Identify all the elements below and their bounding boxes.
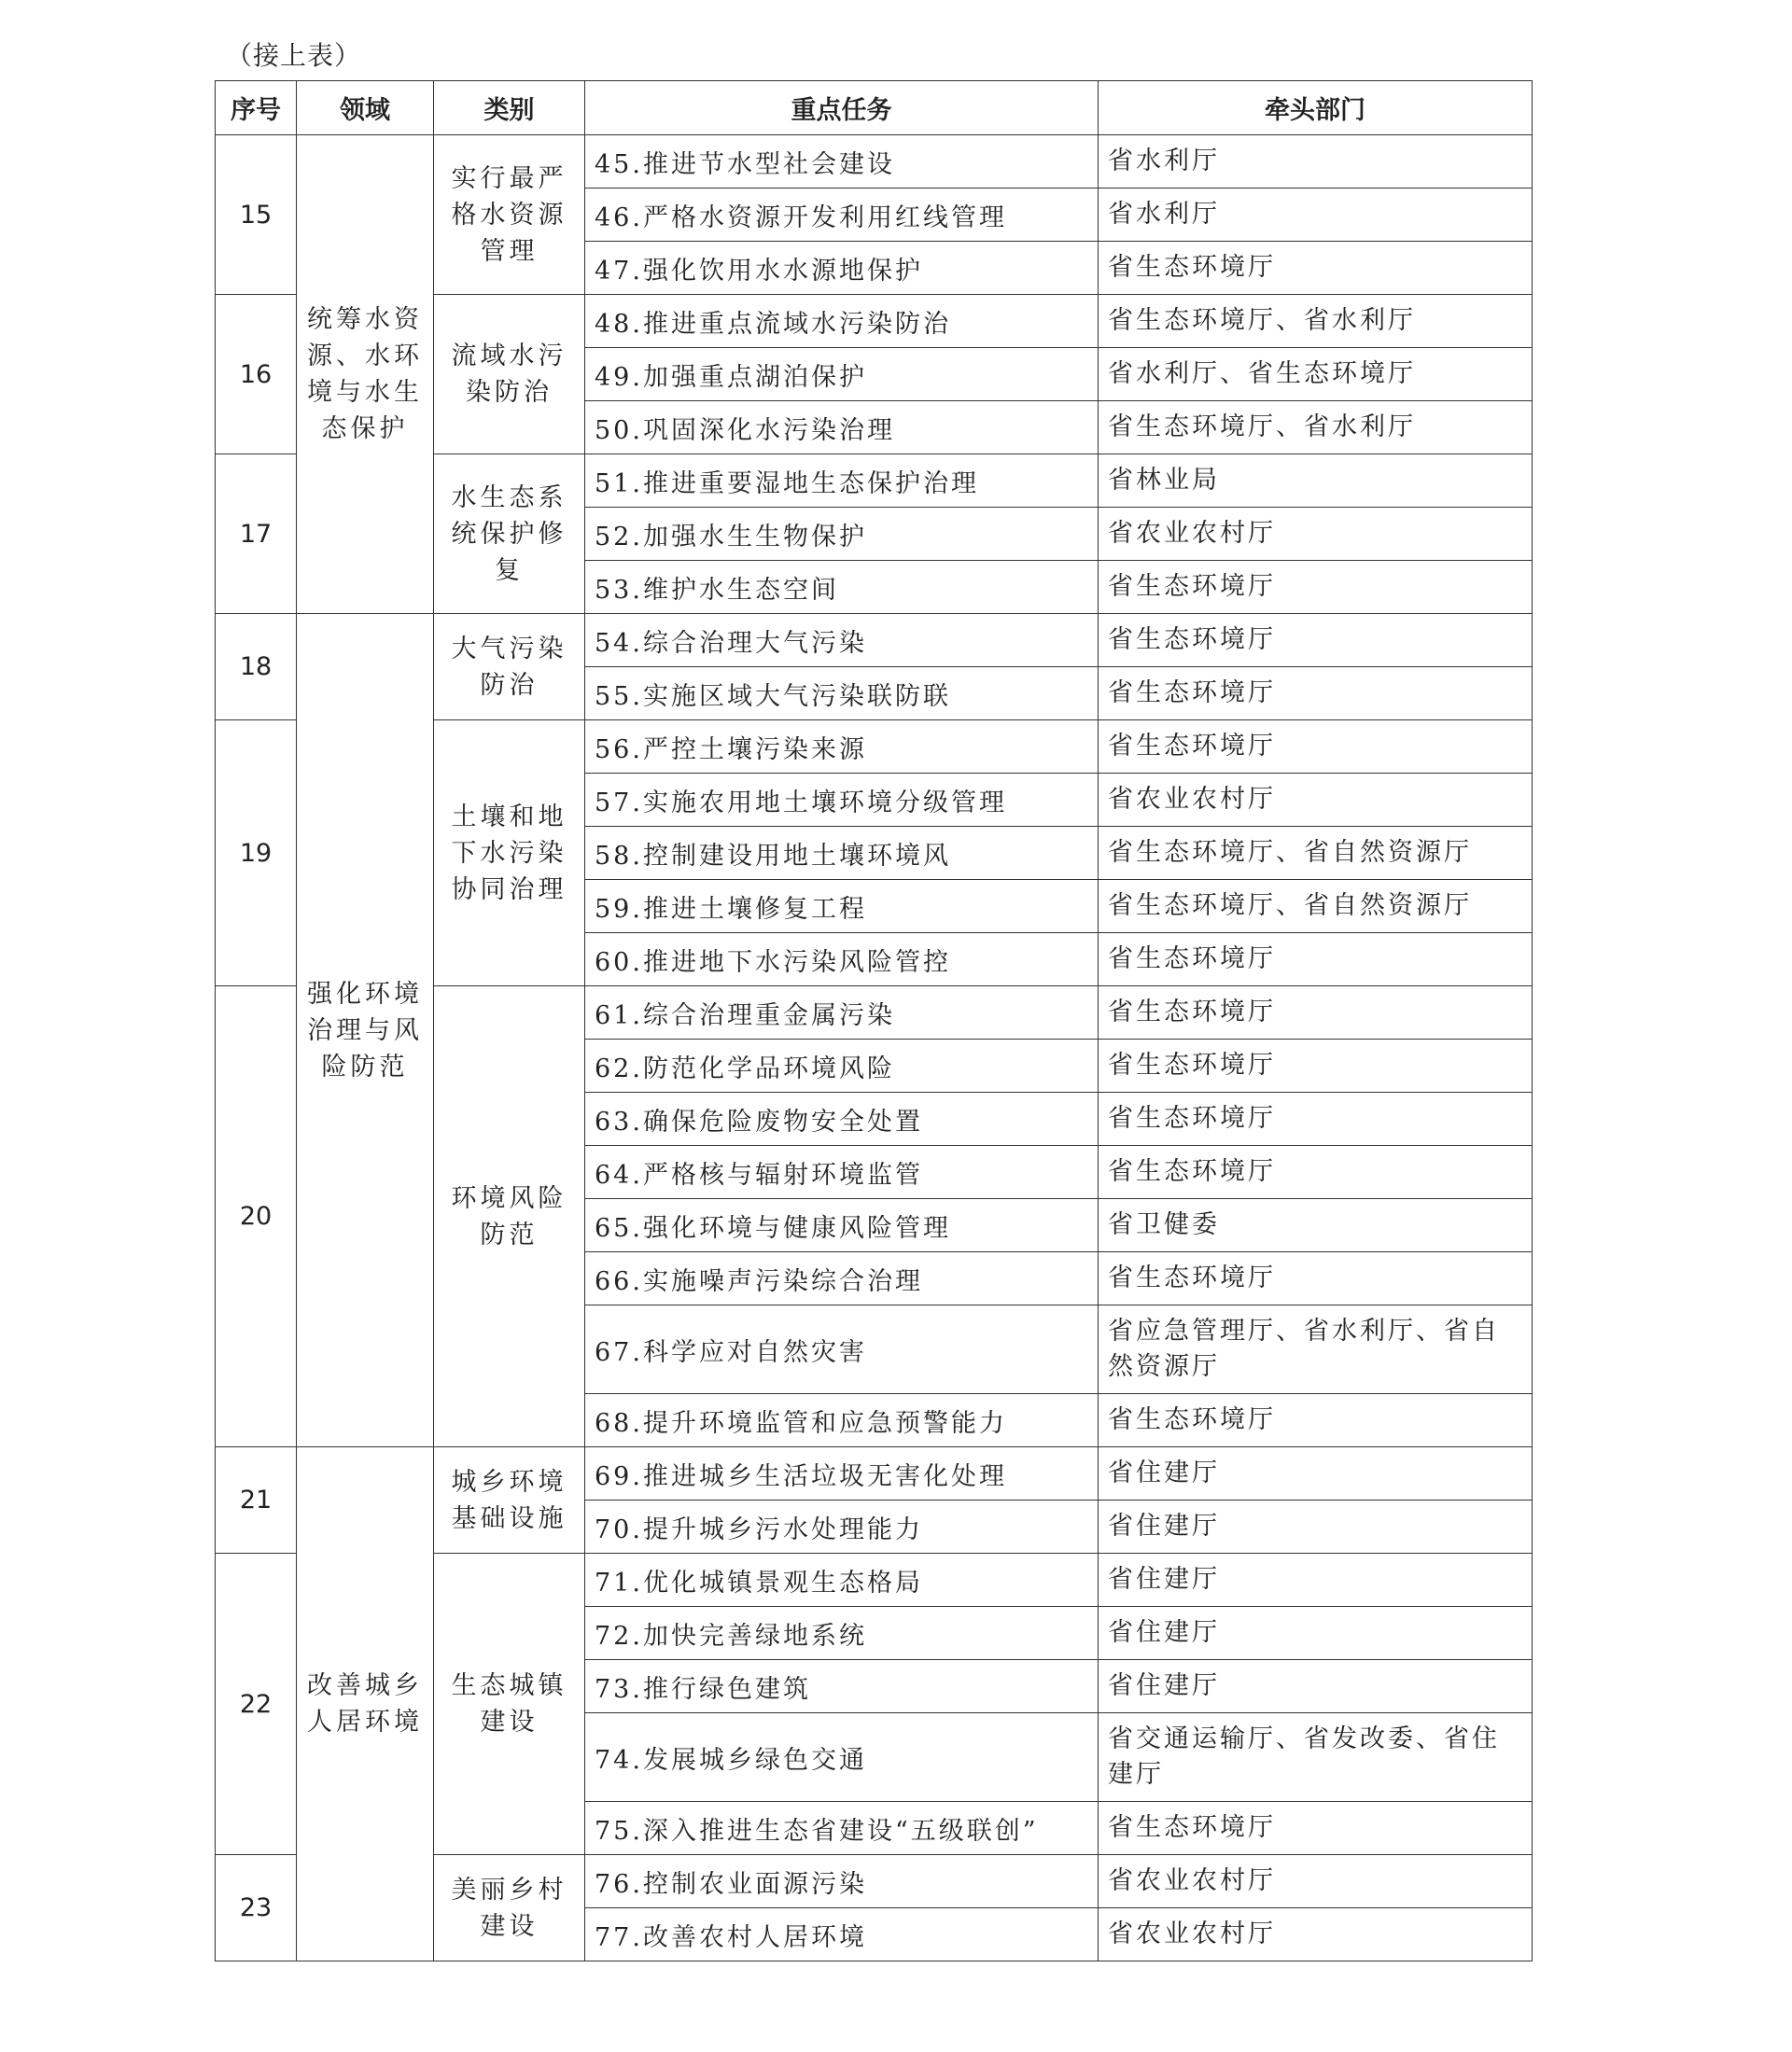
dept-cell: 省应急管理厅、省水利厅、省自然资源厅: [1099, 1305, 1533, 1394]
task-cell: 74.发展城乡绿色交通: [585, 1713, 1099, 1802]
task-cell: 62.防范化学品环境风险: [585, 1040, 1099, 1093]
group-number: 17: [216, 454, 297, 614]
task-cell: 58.控制建设用地土壤环境风: [585, 827, 1099, 880]
category-cell: 水生态系统保护修复: [434, 454, 585, 614]
dept-cell: 省农业农村厅: [1099, 508, 1533, 561]
dept-cell: 省水利厅: [1099, 135, 1533, 188]
task-cell: 61.综合治理重金属污染: [585, 986, 1099, 1040]
dept-cell: 省水利厅: [1099, 188, 1533, 242]
field-cell: 改善城乡人居环境: [297, 1447, 434, 1961]
category-cell: 美丽乡村建设: [434, 1855, 585, 1961]
task-cell: 77.改善农村人居环境: [585, 1908, 1099, 1961]
dept-cell: 省水利厅、省生态环境厅: [1099, 348, 1533, 401]
dept-cell: 省林业局: [1099, 454, 1533, 508]
dept-cell: 省农业农村厅: [1099, 1855, 1533, 1908]
field-cell: 统筹水资源、水环境与水生态保护: [297, 135, 434, 614]
dept-cell: 省生态环境厅: [1099, 561, 1533, 614]
group-number: 19: [216, 720, 297, 986]
dept-cell: 省生态环境厅: [1099, 1802, 1533, 1855]
dept-cell: 省生态环境厅: [1099, 1394, 1533, 1447]
dept-cell: 省住建厅: [1099, 1660, 1533, 1713]
group-number: 21: [216, 1447, 297, 1554]
task-table: [215, 80, 1533, 1961]
table-caption: （接上表）: [226, 40, 362, 71]
task-cell: 76.控制农业面源污染: [585, 1855, 1099, 1908]
dept-cell: 省生态环境厅: [1099, 933, 1533, 986]
task-cell: 73.推行绿色建筑: [585, 1660, 1099, 1713]
dept-cell: 省交通运输厅、省发改委、省住建厅: [1099, 1713, 1533, 1802]
header-dept: 牵头部门: [1099, 81, 1533, 135]
task-cell: 59.推进土壤修复工程: [585, 880, 1099, 933]
task-cell: 71.优化城镇景观生态格局: [585, 1554, 1099, 1607]
header-row: [216, 81, 1533, 135]
dept-cell: 省农业农村厅: [1099, 774, 1533, 827]
task-cell: 45.推进节水型社会建设: [585, 135, 1099, 188]
category-cell: 土壤和地下水污染协同治理: [434, 720, 585, 986]
dept-cell: 省生态环境厅、省自然资源厅: [1099, 827, 1533, 880]
task-cell: 63.确保危险废物安全处置: [585, 1093, 1099, 1146]
dept-cell: 省住建厅: [1099, 1501, 1533, 1554]
category-cell: 大气污染防治: [434, 614, 585, 720]
dept-cell: 省生态环境厅、省自然资源厅: [1099, 880, 1533, 933]
category-cell: 环境风险防范: [434, 986, 585, 1447]
task-cell: 53.维护水生态空间: [585, 561, 1099, 614]
group-number: 16: [216, 295, 297, 454]
task-cell: 60.推进地下水污染风险管控: [585, 933, 1099, 986]
header-task: 重点任务: [585, 81, 1099, 135]
task-cell: 66.实施噪声污染综合治理: [585, 1252, 1099, 1305]
group-number: 20: [216, 986, 297, 1447]
task-cell: 70.提升城乡污水处理能力: [585, 1501, 1099, 1554]
header-category: 类别: [434, 81, 585, 135]
category-cell: 城乡环境基础设施: [434, 1447, 585, 1554]
task-cell: 69.推进城乡生活垃圾无害化处理: [585, 1447, 1099, 1501]
dept-cell: 省住建厅: [1099, 1607, 1533, 1660]
dept-cell: 省生态环境厅: [1099, 1146, 1533, 1199]
dept-cell: 省生态环境厅: [1099, 667, 1533, 720]
dept-cell: 省农业农村厅: [1099, 1908, 1533, 1961]
category-cell: 生态城镇建设: [434, 1554, 585, 1855]
task-cell: 65.强化环境与健康风险管理: [585, 1199, 1099, 1252]
dept-cell: 省住建厅: [1099, 1554, 1533, 1607]
group-number: 22: [216, 1554, 297, 1855]
field-cell: 强化环境治理与风险防范: [297, 614, 434, 1447]
task-cell: 52.加强水生生物保护: [585, 508, 1099, 561]
header-field: 领域: [297, 81, 434, 135]
task-cell: 55.实施区域大气污染联防联: [585, 667, 1099, 720]
group-number: 15: [216, 135, 297, 295]
dept-cell: 省生态环境厅: [1099, 614, 1533, 667]
task-cell: 67.科学应对自然灾害: [585, 1305, 1099, 1394]
category-cell: 流域水污染防治: [434, 295, 585, 454]
group-number: 18: [216, 614, 297, 720]
task-cell: 47.强化饮用水水源地保护: [585, 242, 1099, 295]
task-cell: 56.严控土壤污染来源: [585, 720, 1099, 774]
header-num: 序号: [216, 81, 297, 135]
dept-cell: 省住建厅: [1099, 1447, 1533, 1501]
dept-cell: 省生态环境厅: [1099, 1252, 1533, 1305]
task-cell: 72.加快完善绿地系统: [585, 1607, 1099, 1660]
task-cell: 75.深入推进生态省建设“五级联创”: [585, 1802, 1099, 1855]
category-cell: 实行最严格水资源管理: [434, 135, 585, 295]
task-cell: 54.综合治理大气污染: [585, 614, 1099, 667]
dept-cell: 省生态环境厅: [1099, 242, 1533, 295]
task-cell: 50.巩固深化水污染治理: [585, 401, 1099, 454]
group-number: 23: [216, 1855, 297, 1961]
task-cell: 57.实施农用地土壤环境分级管理: [585, 774, 1099, 827]
dept-cell: 省生态环境厅: [1099, 986, 1533, 1040]
dept-cell: 省生态环境厅、省水利厅: [1099, 295, 1533, 348]
task-cell: 64.严格核与辐射环境监管: [585, 1146, 1099, 1199]
dept-cell: 省生态环境厅、省水利厅: [1099, 401, 1533, 454]
task-cell: 68.提升环境监管和应急预警能力: [585, 1394, 1099, 1447]
dept-cell: 省生态环境厅: [1099, 720, 1533, 774]
dept-cell: 省生态环境厅: [1099, 1093, 1533, 1146]
table-row: [216, 1447, 1533, 1501]
task-cell: 51.推进重要湿地生态保护治理: [585, 454, 1099, 508]
table-row: [216, 135, 1533, 188]
dept-cell: 省卫健委: [1099, 1199, 1533, 1252]
task-cell: 49.加强重点湖泊保护: [585, 348, 1099, 401]
task-cell: 48.推进重点流域水污染防治: [585, 295, 1099, 348]
task-cell: 46.严格水资源开发利用红线管理: [585, 188, 1099, 242]
dept-cell: 省生态环境厅: [1099, 1040, 1533, 1093]
table-row: [216, 614, 1533, 667]
